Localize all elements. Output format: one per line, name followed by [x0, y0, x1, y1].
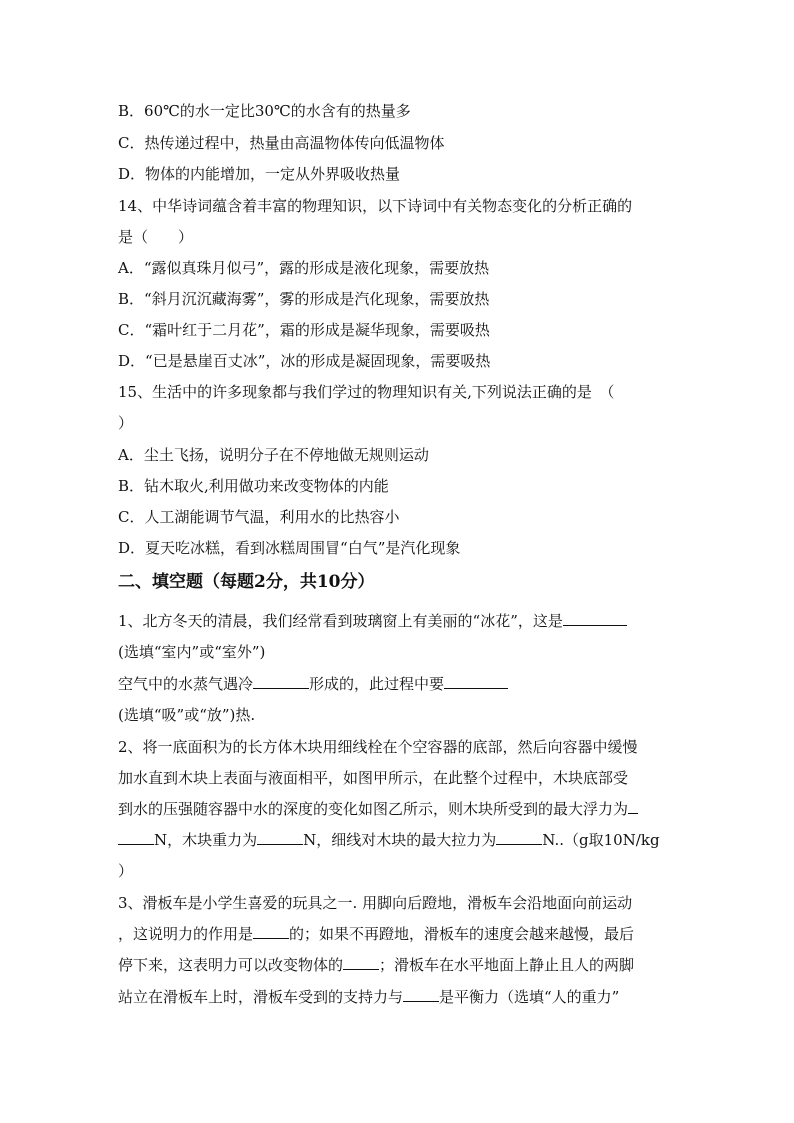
- q14-stem-line2: 是（ ）: [118, 228, 194, 246]
- q14-option-d: D．“已是悬崖百丈冰”，冰的形成是凝固现象，需要吸热: [118, 352, 491, 370]
- q15-option-b: B．钻木取火,利用做功来改变物体的内能: [118, 477, 389, 495]
- answer-blank[interactable]: [628, 799, 638, 814]
- fill2-line2: 加水直到木块上表面与液面相平，如图甲所示，在此整个过程中，木块底部受: [118, 769, 629, 787]
- fill1-text: 形成的，此过程中要: [309, 675, 445, 693]
- fill2-text: N..（g取10N/kg: [542, 831, 660, 849]
- fill3-text: 站立在滑板车上时，滑板车受到的支持力与: [118, 988, 404, 1006]
- q15-option-a: A．尘土飞扬，说明分子在不停地做无规则运动: [118, 446, 429, 464]
- q15-stem-line2: ）: [118, 414, 134, 432]
- fill2-text: 到水的压强随容器中水的深度的变化如图乙所示，则木块所受到的最大浮力为: [118, 800, 629, 818]
- fill2-text: N，细线对木块的最大拉力为: [303, 831, 497, 849]
- q15-option-c: C．人工湖能调节气温，利用水的比热容小: [118, 508, 400, 526]
- fill1-line3: [118, 674, 678, 694]
- fill2-line1: 2、将一底面积为的长方体木块用细线栓在个空容器的底部，然后向容器中缓慢: [118, 738, 638, 756]
- q13-option-b: B．60℃的水一定比30℃的水含有的热量多: [118, 102, 411, 120]
- answer-blank[interactable]: [496, 830, 542, 845]
- fill3-line4: [118, 987, 678, 1007]
- q13-option-d: D．物体的内能增加，一定从外界吸收热量: [118, 165, 401, 183]
- q15-option-d: D．夏天吃冰糕，看到冰糕周围冒“白气”是汽化现象: [118, 539, 461, 557]
- fill3-line2: [118, 924, 678, 944]
- fill2-text: N，木块重力为: [154, 831, 258, 849]
- answer-blank[interactable]: [257, 830, 303, 845]
- q14-option-c: C．“霜叶红于二月花”，霜的形成是凝华现象，需要吸热: [118, 321, 490, 339]
- fill1-line4: (选填“吸”或“放”)热.: [118, 706, 256, 724]
- answer-blank[interactable]: [563, 611, 627, 626]
- answer-blank[interactable]: [118, 830, 154, 845]
- fill3-text: 的；如果不再蹬地，滑板车的速度会越来越慢，最后: [289, 925, 635, 943]
- answer-blank[interactable]: [343, 955, 379, 970]
- answer-blank[interactable]: [403, 987, 439, 1002]
- fill1-text: 空气中的水蒸气遇冷: [118, 675, 254, 693]
- fill3-text: ，这说明力的作用是: [118, 925, 254, 943]
- fill1-line2: (选填“室内”或“室外”): [118, 643, 266, 661]
- fill2-line3: [118, 799, 678, 819]
- q14-option-a: A．“露似真珠月似弓”，露的形成是液化现象，需要放热: [118, 259, 490, 277]
- fill3-text: 停下来，这表明力可以改变物体的: [118, 956, 344, 974]
- fill3-line3: [118, 955, 678, 975]
- q14-option-b: B．“斜月沉沉藏海雾”，雾的形成是汽化现象，需要放热: [118, 290, 490, 308]
- answer-blank[interactable]: [253, 924, 289, 939]
- fill3-line1: 3、滑板车是小学生喜爱的玩具之一. 用脚向后蹬地，滑板车会沿地面向前运动: [118, 894, 633, 912]
- fill3-text: 是平衡力（选填“人的重力”: [439, 988, 620, 1006]
- answer-blank[interactable]: [253, 674, 309, 689]
- fill3-text: ；滑板车在水平地面上静止且人的两脚: [379, 956, 635, 974]
- section-heading: 二、填空题（每题2分，共10分）: [118, 572, 375, 592]
- answer-blank[interactable]: [444, 674, 508, 689]
- q13-option-c: C．热传递过程中，热量由高温物体传向低温物体: [118, 134, 445, 152]
- fill1-text: 1、北方冬天的清晨，我们经常看到玻璃窗上有美丽的“冰花”，这是: [118, 612, 563, 630]
- q14-stem-line1: 14、中华诗词蕴含着丰富的物理知识，以下诗词中有关物态变化的分析正确的: [118, 197, 633, 215]
- fill2-line4: [118, 830, 678, 850]
- q15-stem-line1: 15、生活中的许多现象都与我们学过的物理知识有关,下列说法正确的是 （: [118, 383, 615, 401]
- fill1-line1: [118, 611, 678, 631]
- fill2-line5: ）: [118, 862, 134, 880]
